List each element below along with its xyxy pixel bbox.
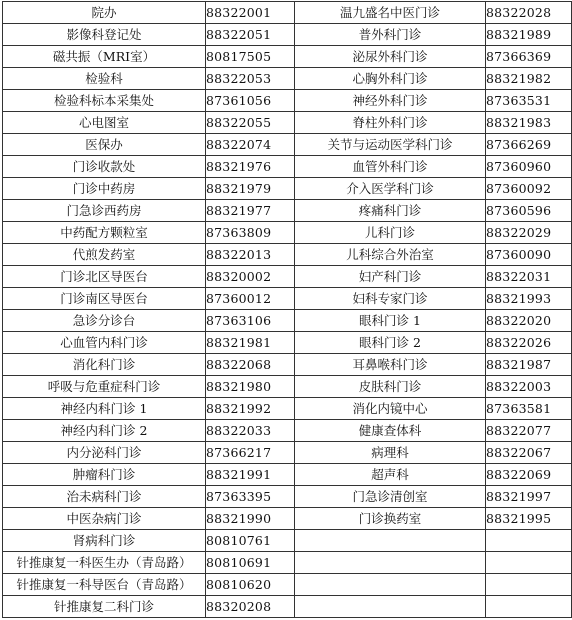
left-phone-cell: 88322055 bbox=[206, 112, 295, 134]
left-department-cell: 心电图室 bbox=[3, 112, 206, 134]
table-row bbox=[3, 596, 572, 618]
right-phone-cell: 88321989 bbox=[486, 24, 572, 46]
left-phone-cell: 87363395 bbox=[206, 486, 295, 508]
left-department-cell: 检验科 bbox=[3, 68, 206, 90]
right-phone-cell: 88321993 bbox=[486, 288, 572, 310]
table-row bbox=[3, 376, 572, 398]
left-phone-cell: 80810761 bbox=[206, 530, 295, 552]
right-department-cell: 关节与运动医学科门诊 bbox=[295, 134, 486, 156]
right-department-cell: 脊柱外科门诊 bbox=[295, 112, 486, 134]
left-phone-cell: 88322068 bbox=[206, 354, 295, 376]
right-phone-cell: 88322067 bbox=[486, 442, 572, 464]
left-phone-cell: 88320208 bbox=[206, 596, 295, 618]
left-department-cell: 门诊收款处 bbox=[3, 156, 206, 178]
left-department-cell: 代煎发药室 bbox=[3, 244, 206, 266]
right-phone-cell bbox=[486, 574, 572, 596]
right-phone-cell: 87366269 bbox=[486, 134, 572, 156]
left-department-cell: 磁共振（MRI室） bbox=[3, 46, 206, 68]
right-department-cell: 消化内镜中心 bbox=[295, 398, 486, 420]
table-row bbox=[3, 200, 572, 222]
table-row bbox=[3, 2, 572, 24]
right-phone-cell: 87360090 bbox=[486, 244, 572, 266]
left-department-cell: 门诊南区导医台 bbox=[3, 288, 206, 310]
right-phone-cell: 88322029 bbox=[486, 222, 572, 244]
left-phone-cell: 80817505 bbox=[206, 46, 295, 68]
right-department-cell: 疼痛科门诊 bbox=[295, 200, 486, 222]
right-phone-cell: 88322003 bbox=[486, 376, 572, 398]
right-phone-cell: 87366369 bbox=[486, 46, 572, 68]
left-department-cell: 肾病科门诊 bbox=[3, 530, 206, 552]
left-department-cell: 急诊分诊台 bbox=[3, 310, 206, 332]
left-phone-cell: 80810691 bbox=[206, 552, 295, 574]
table-row bbox=[3, 464, 572, 486]
table-row bbox=[3, 288, 572, 310]
directory-body bbox=[3, 2, 572, 618]
left-phone-cell: 88321992 bbox=[206, 398, 295, 420]
table-row bbox=[3, 90, 572, 112]
right-phone-cell: 88321995 bbox=[486, 508, 572, 530]
right-department-cell: 健康查体科 bbox=[295, 420, 486, 442]
left-department-cell: 中药配方颗粒室 bbox=[3, 222, 206, 244]
right-phone-cell: 88322026 bbox=[486, 332, 572, 354]
right-department-cell: 眼科门诊 2 bbox=[295, 332, 486, 354]
right-phone-cell: 88321987 bbox=[486, 354, 572, 376]
left-phone-cell: 88321977 bbox=[206, 200, 295, 222]
left-department-cell: 针推康复二科门诊 bbox=[3, 596, 206, 618]
table-row bbox=[3, 530, 572, 552]
right-department-cell bbox=[295, 574, 486, 596]
right-phone-cell: 87363531 bbox=[486, 90, 572, 112]
left-department-cell: 呼吸与危重症科门诊 bbox=[3, 376, 206, 398]
left-phone-cell: 88322053 bbox=[206, 68, 295, 90]
left-department-cell: 针推康复一科医生办（青岛路） bbox=[3, 552, 206, 574]
phone-directory-table bbox=[2, 1, 572, 618]
right-department-cell: 耳鼻喉科门诊 bbox=[295, 354, 486, 376]
left-department-cell: 门急诊西药房 bbox=[3, 200, 206, 222]
right-phone-cell: 88321982 bbox=[486, 68, 572, 90]
left-phone-cell: 87366217 bbox=[206, 442, 295, 464]
left-department-cell: 门诊北区导医台 bbox=[3, 266, 206, 288]
right-department-cell: 血管外科门诊 bbox=[295, 156, 486, 178]
table-row bbox=[3, 574, 572, 596]
left-department-cell: 肿瘤科门诊 bbox=[3, 464, 206, 486]
table-row bbox=[3, 68, 572, 90]
left-phone-cell: 88321980 bbox=[206, 376, 295, 398]
table-row bbox=[3, 156, 572, 178]
left-phone-cell: 87363809 bbox=[206, 222, 295, 244]
left-phone-cell: 88322051 bbox=[206, 24, 295, 46]
left-department-cell: 内分泌科门诊 bbox=[3, 442, 206, 464]
right-phone-cell: 87360596 bbox=[486, 200, 572, 222]
table-row bbox=[3, 442, 572, 464]
right-phone-cell bbox=[486, 552, 572, 574]
right-department-cell: 眼科门诊 1 bbox=[295, 310, 486, 332]
left-department-cell: 中医杂病门诊 bbox=[3, 508, 206, 530]
left-department-cell: 门诊中药房 bbox=[3, 178, 206, 200]
table-row bbox=[3, 486, 572, 508]
right-department-cell: 泌尿外科门诊 bbox=[295, 46, 486, 68]
table-row bbox=[3, 178, 572, 200]
left-department-cell: 医保办 bbox=[3, 134, 206, 156]
table-row bbox=[3, 552, 572, 574]
right-phone-cell: 88322028 bbox=[486, 2, 572, 24]
left-phone-cell: 87360012 bbox=[206, 288, 295, 310]
right-phone-cell: 88321997 bbox=[486, 486, 572, 508]
table-row bbox=[3, 134, 572, 156]
right-phone-cell: 88322020 bbox=[486, 310, 572, 332]
right-department-cell: 病理科 bbox=[295, 442, 486, 464]
right-phone-cell: 88322069 bbox=[486, 464, 572, 486]
right-phone-cell: 87360960 bbox=[486, 156, 572, 178]
right-phone-cell: 88322031 bbox=[486, 266, 572, 288]
left-phone-cell: 88321981 bbox=[206, 332, 295, 354]
right-department-cell: 门急诊清创室 bbox=[295, 486, 486, 508]
table-row bbox=[3, 420, 572, 442]
right-department-cell: 儿科综合外治室 bbox=[295, 244, 486, 266]
right-department-cell: 介入医学科门诊 bbox=[295, 178, 486, 200]
right-department-cell: 妇科专家门诊 bbox=[295, 288, 486, 310]
table-row bbox=[3, 310, 572, 332]
left-phone-cell: 88322013 bbox=[206, 244, 295, 266]
table-row bbox=[3, 332, 572, 354]
table-row bbox=[3, 266, 572, 288]
left-phone-cell: 88321990 bbox=[206, 508, 295, 530]
right-phone-cell: 87360092 bbox=[486, 178, 572, 200]
table-row bbox=[3, 508, 572, 530]
right-department-cell: 妇产科门诊 bbox=[295, 266, 486, 288]
right-department-cell: 门诊换药室 bbox=[295, 508, 486, 530]
table-row bbox=[3, 398, 572, 420]
right-department-cell: 超声科 bbox=[295, 464, 486, 486]
left-phone-cell: 87363106 bbox=[206, 310, 295, 332]
left-phone-cell: 88320002 bbox=[206, 266, 295, 288]
table-row bbox=[3, 46, 572, 68]
table-row bbox=[3, 354, 572, 376]
right-phone-cell: 87363581 bbox=[486, 398, 572, 420]
right-department-cell: 普外科门诊 bbox=[295, 24, 486, 46]
left-department-cell: 院办 bbox=[3, 2, 206, 24]
left-department-cell: 神经内科门诊 1 bbox=[3, 398, 206, 420]
left-department-cell: 检验科标本采集处 bbox=[3, 90, 206, 112]
left-department-cell: 针推康复一科导医台（青岛路） bbox=[3, 574, 206, 596]
left-phone-cell: 88321979 bbox=[206, 178, 295, 200]
right-department-cell: 皮肤科门诊 bbox=[295, 376, 486, 398]
left-department-cell: 神经内科门诊 2 bbox=[3, 420, 206, 442]
table-row bbox=[3, 244, 572, 266]
right-department-cell bbox=[295, 552, 486, 574]
right-department-cell: 神经外科门诊 bbox=[295, 90, 486, 112]
table-row bbox=[3, 112, 572, 134]
left-department-cell: 治未病科门诊 bbox=[3, 486, 206, 508]
right-phone-cell: 88322077 bbox=[486, 420, 572, 442]
left-department-cell: 心血管内科门诊 bbox=[3, 332, 206, 354]
left-phone-cell: 88321991 bbox=[206, 464, 295, 486]
right-phone-cell bbox=[486, 596, 572, 618]
left-phone-cell: 88321976 bbox=[206, 156, 295, 178]
right-department-cell: 温九盛名中医门诊 bbox=[295, 2, 486, 24]
right-department-cell: 儿科门诊 bbox=[295, 222, 486, 244]
right-phone-cell: 88321983 bbox=[486, 112, 572, 134]
right-department-cell bbox=[295, 530, 486, 552]
left-phone-cell: 87361056 bbox=[206, 90, 295, 112]
table-row bbox=[3, 222, 572, 244]
left-phone-cell: 88322033 bbox=[206, 420, 295, 442]
right-department-cell: 心胸外科门诊 bbox=[295, 68, 486, 90]
left-phone-cell: 80810620 bbox=[206, 574, 295, 596]
right-phone-cell bbox=[486, 530, 572, 552]
left-phone-cell: 88322001 bbox=[206, 2, 295, 24]
left-department-cell: 影像科登记处 bbox=[3, 24, 206, 46]
left-phone-cell: 88322074 bbox=[206, 134, 295, 156]
right-department-cell bbox=[295, 596, 486, 618]
table-row bbox=[3, 24, 572, 46]
left-department-cell: 消化科门诊 bbox=[3, 354, 206, 376]
